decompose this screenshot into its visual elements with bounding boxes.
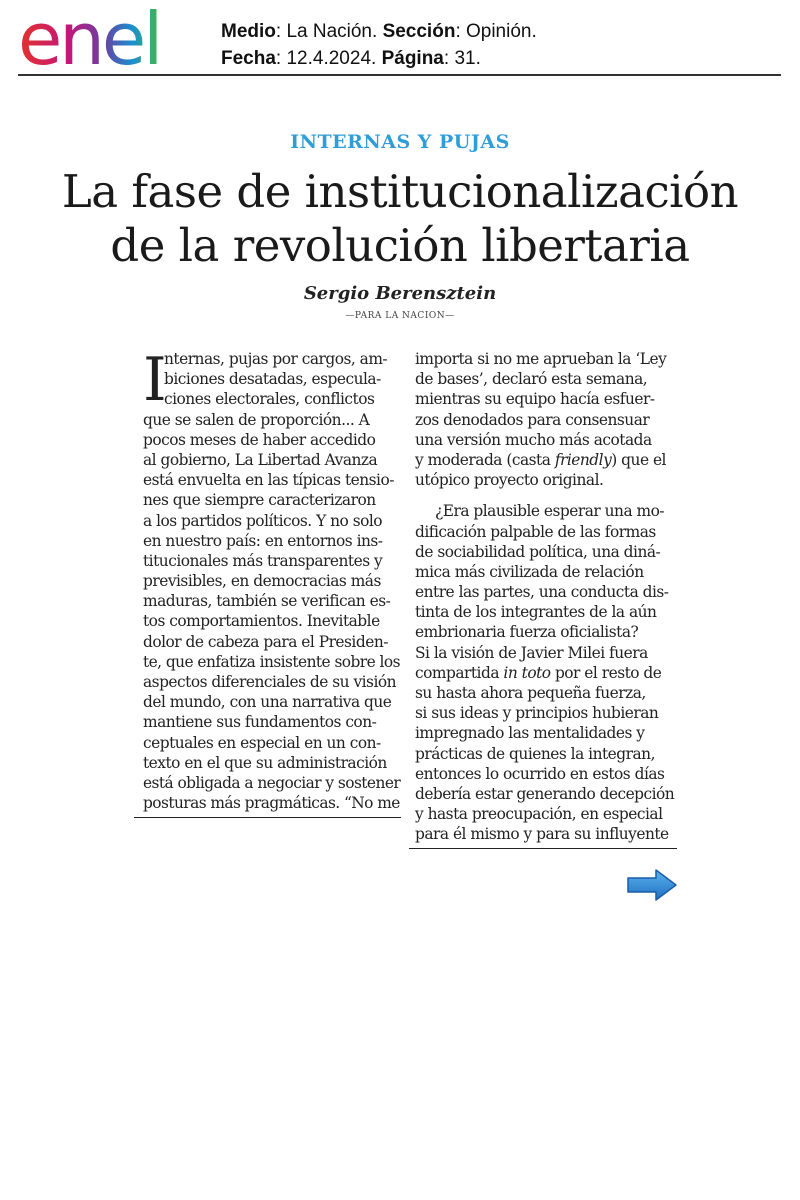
arrow-right-icon[interactable]	[626, 868, 678, 902]
text-line: mientras su equipo hacía esfuer-	[415, 390, 655, 409]
drop-cap: I	[143, 345, 167, 415]
svg-text:enel: enel	[18, 2, 161, 72]
text-line: previsibles, en democracias más	[143, 572, 381, 591]
text-line: maduras, también se verifican es-	[143, 592, 391, 611]
text-line: está envuelta en las típicas tensio-	[143, 471, 394, 490]
text-line: dolor de cabeza para el Presiden-	[143, 632, 388, 651]
text-line: de bases’, declaró esta semana,	[415, 370, 648, 389]
fecha-value: : 12.4.2024.	[275, 48, 382, 69]
text-line: para él mismo y para su influyente	[415, 825, 669, 844]
medio-value: : La Nación.	[275, 21, 383, 42]
author-note: —PARA LA NACION—	[345, 311, 455, 321]
text-line: debería estar generando decepción	[415, 784, 675, 803]
text-line: está obligada a negociar y sostener	[143, 773, 401, 792]
italic-term: in toto	[503, 663, 551, 682]
seccion-value: : Opinión.	[455, 21, 537, 42]
text-line: pocos meses de haber accedido	[143, 430, 376, 449]
text-line: prácticas de quienes la integran,	[415, 744, 655, 763]
text-line: ciones electorales, conflictos	[164, 390, 375, 409]
article-column-1	[143, 345, 401, 813]
text-line: nternas, pujas por cargos, am-	[164, 350, 388, 368]
text-line: ¿Era plausible esperar una mo-	[435, 502, 665, 521]
text-line: compartida in toto por el resto de	[415, 663, 662, 682]
text-line: del mundo, con una narrativa que	[143, 693, 392, 712]
text-line: en nuestro país: en entornos ins-	[143, 531, 383, 550]
text-line: y hasta preocupación, en especial	[415, 805, 663, 824]
column-1-end-rule	[134, 817, 401, 818]
italic-term: friendly	[554, 450, 612, 469]
text-line: posturas más pragmáticas. “No me	[143, 794, 400, 813]
article-kicker: INTERNAS Y PUJAS	[290, 131, 510, 153]
seccion-label: Sección	[382, 21, 456, 42]
headline-line-2: de la revolución libertaria	[110, 219, 690, 272]
fecha-label: Fecha	[221, 48, 276, 69]
text-line: te, que enfatiza insistente sobre los	[143, 652, 400, 671]
text-line: utópico proyecto original.	[415, 471, 604, 490]
text-line: embrionaria fuerza oficialista?	[415, 623, 639, 642]
text-line: titucionales más transparentes y	[143, 551, 383, 570]
meta-line-1	[221, 18, 537, 45]
pagina-value: : 31.	[443, 48, 481, 69]
text-line: mantiene sus fundamentos con-	[143, 713, 377, 732]
article-column-2	[415, 349, 674, 845]
text-line: mica más civilizada de relación	[415, 562, 644, 581]
text-line: nes que siempre caracterizaron	[143, 491, 376, 510]
text-line: de sociabilidad política, una diná-	[415, 542, 661, 561]
text-line: tinta de los integrantes de la aún	[415, 603, 657, 622]
text-line: tos comportamientos. Inevitable	[143, 612, 380, 631]
text-line: impregnado las mentalidades y	[415, 724, 645, 743]
medio-label: Medio	[221, 21, 276, 42]
header-divider	[18, 74, 781, 76]
column-2-end-rule	[409, 848, 677, 849]
text-line: aspectos diferenciales de su visión	[143, 673, 397, 691]
text-line: dificación palpable de las formas	[415, 522, 656, 541]
text-line: su hasta ahora pequeña fuerza,	[415, 684, 646, 702]
article-author: Sergio Berensztein	[303, 283, 497, 304]
headline-line-1: La fase de institucionalización	[61, 165, 739, 218]
text-line: Si la visión de Javier Milei fuera	[415, 643, 648, 662]
text-line: zos denodados para consensuar	[415, 410, 650, 429]
text-line: al gobierno, La Libertad Avanza	[143, 450, 378, 469]
pagina-label: Página	[381, 48, 444, 69]
article-headline	[0, 165, 800, 273]
text-line: ceptuales en especial en un con-	[143, 733, 381, 752]
text-line: texto en el que su administración	[143, 753, 387, 772]
text-line: entonces lo ocurrido en estos días	[415, 764, 665, 783]
text-line: entre las partes, una conducta dis-	[415, 583, 669, 602]
text-line: importa si no me aprueban la ‘Ley	[415, 350, 667, 368]
text-line: y moderada (casta friendly) que el	[415, 450, 666, 469]
text-line: a los partidos políticos. Y no solo	[143, 511, 383, 530]
document-meta	[221, 18, 537, 72]
text-line: si sus ideas y principios hubieran	[415, 704, 659, 723]
text-line: biciones desatadas, especula-	[164, 370, 381, 389]
enel-logo	[16, 2, 196, 72]
meta-line-2	[221, 45, 537, 72]
text-line: que se salen de proporción... A	[143, 410, 370, 429]
text-line: una versión mucho más acotada	[415, 430, 652, 449]
